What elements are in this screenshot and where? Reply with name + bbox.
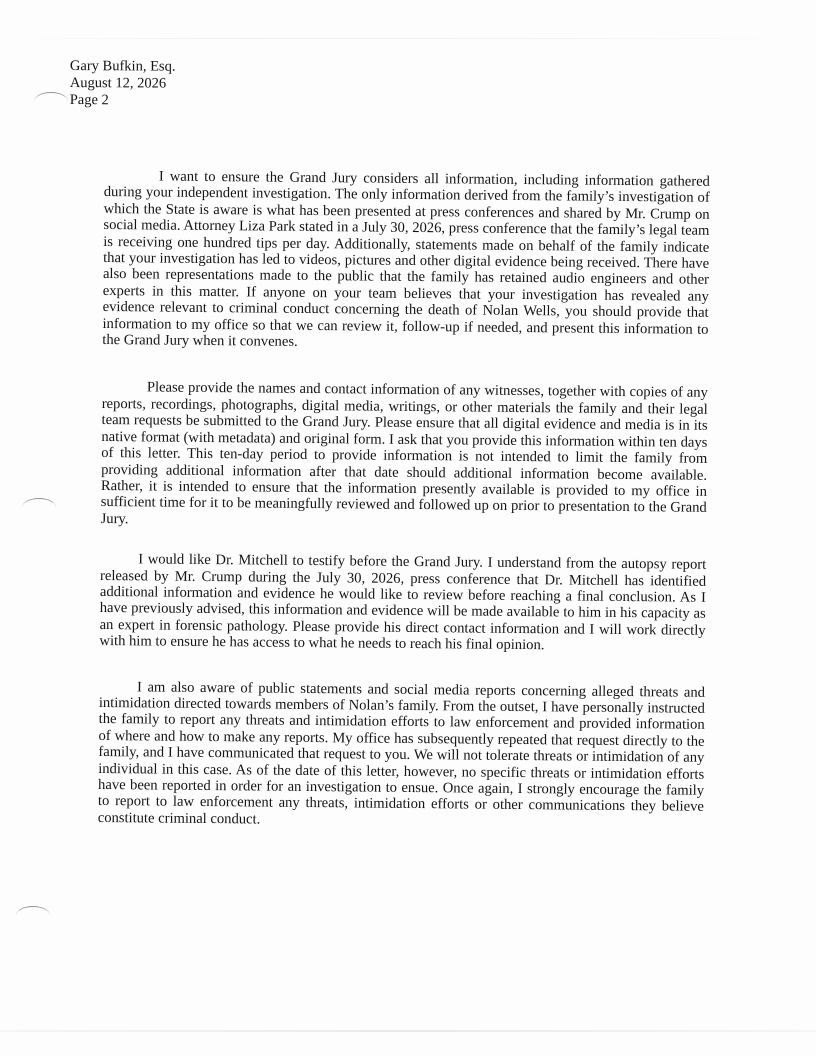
scan-edge-top xyxy=(0,38,816,39)
scan-edge-bottom xyxy=(0,1030,816,1032)
punch-hole-mark xyxy=(34,92,68,111)
recipient-name: Gary Bufkin, Esq. xyxy=(69,58,176,75)
page-number: Page 2 xyxy=(69,91,109,109)
punch-hole-mark xyxy=(22,498,56,517)
punch-hole-mark xyxy=(16,906,50,925)
body-paragraph: I would like Dr. Mitchell to testify before the Grand Jury. I understand from the autopsy report released by Mr. Crump during the July 30, 2026, press conference that Dr. Mitchell has identified additional information and evidence he would like to review before reaching a final conclusion. As I have previously advised, this information and evidence will be made available to him in his capacity as an expert in forensic pathology. Please provide his direct contact information and I will work directly with him to ensure he has access to what he needs to reach his final opinion. xyxy=(99,551,707,654)
body-paragraph: I am also aware of public statements and social media reports concerning alleged threats and intimidation directed towards members of Nolan’s family. From the outset, I have personally instructed the family to report any threats and intimidation efforts to law enforcement and provided information of where and how to make any reports. My office has subsequently repeated that request directly to the family, and I have communicated that request to you. We will not tolerate threats or intimidation of any individual in this case. As of the date of this letter, however, no specific threats or intimidation efforts have been reported in order for an investigation to ensue. Once again, I strongly encourage the family to report to law enforcement any threats, intimidation efforts or other communications they believe constitute criminal conduct. xyxy=(97,678,706,828)
body-paragraph: Please provide the names and contact information of any witnesses, together with copies of any reports, recordings, photographs, digital media, writings, or other materials the family and their legal team requests be submitted to the Grand Jury. Please ensure that all digital evidence and media is in its native format (with metadata) and original form. I ask that you provide this information within ten days of this letter. This ten-day period to provide information is not intended to limit the family from providing additional information after that date should additional information become available. Rather, it is intended to ensure that the information presently available is provided to my office in sufficient time for it to be meaningfully reviewed and followed up on prior to presentation to the Grand Jury. xyxy=(100,379,708,527)
letter-date: August 12, 2026 xyxy=(69,74,167,92)
letter-body xyxy=(98,168,710,832)
letter-header xyxy=(70,58,176,110)
body-paragraph: I want to ensure the Grand Jury considers all information, including information gathered during your independent investigation. The only information derived from the family’s investigation of which the State is aware is what has been presented at press conferences and shared by Mr. Crump on social media. Attorney Liza Park stated in a July 30, 2026, press conference that the family’s legal team is receiving one hundred tips per day. Additionally, statements made on behalf of the family indicate that your investigation has led to videos, pictures and other digital evidence being received. There have also been representations made to the public that the family has retained audio engineers and other experts in this matter. If anyone on your team believes that your investigation has revealed any evidence relevant to criminal conduct concerning the death of Nolan Wells, you should provide that information to my office so that we can review it, follow-up if needed, and present this information to the Grand Jury when it convenes. xyxy=(102,168,710,350)
